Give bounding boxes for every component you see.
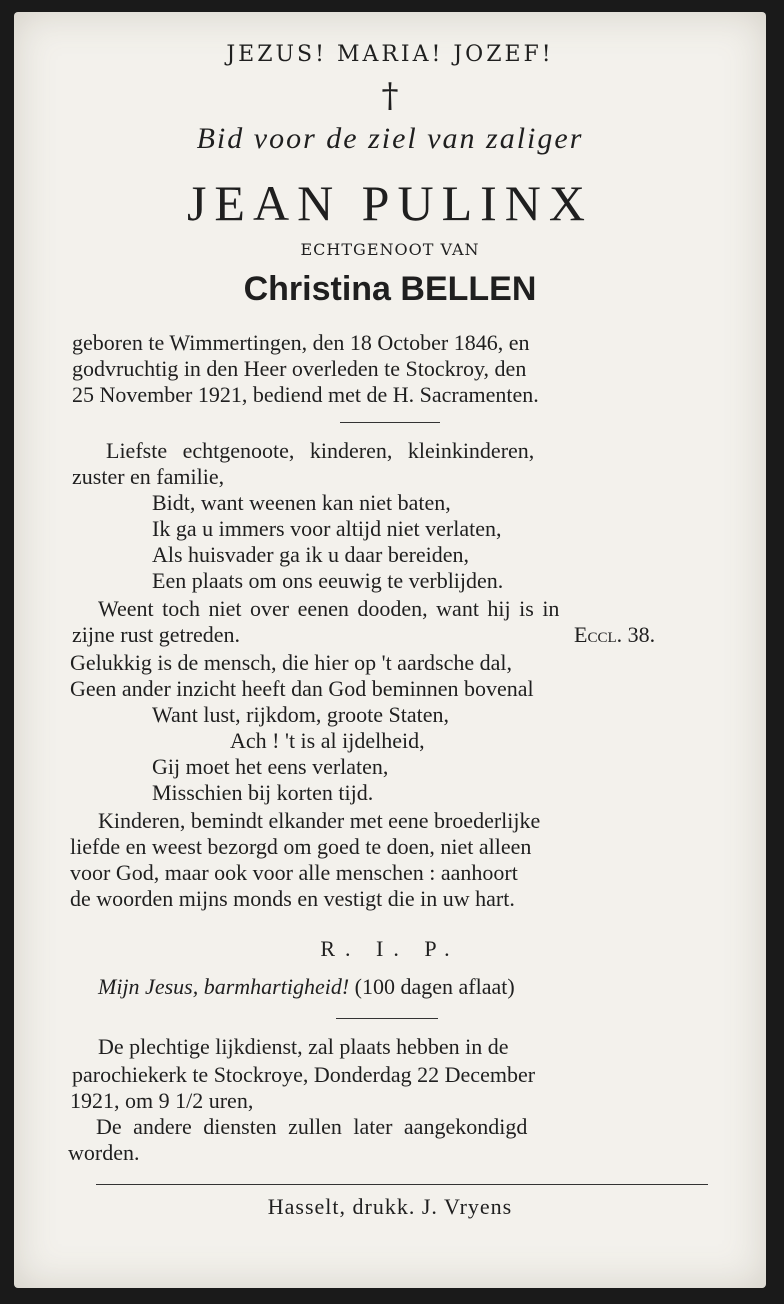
spouse-label: ECHTGENOOT VAN — [300, 240, 480, 259]
farewell-line: Want lust, rijkdom, groote Staten, — [152, 702, 450, 727]
birth-line: geboren te Wimmertingen, den 18 October 1846, en — [72, 330, 530, 355]
farewell-line: Bidt, want weenen kan niet baten, — [152, 490, 451, 515]
divider — [340, 422, 440, 423]
service-line: 1921, om 9 1/2 uren, — [70, 1088, 254, 1113]
farewell-line: zuster en familie, — [72, 464, 225, 489]
birth-line: 25 November 1921, bediend met de H. Sacramenten. — [72, 382, 539, 407]
farewell-line: Weent toch niet over eenen dooden, want hij is in — [98, 596, 560, 621]
farewell-line: Als huisvader ga ik u daar bereiden, — [152, 542, 470, 567]
service-line: De plechtige lijkdienst, zal plaats hebben in de — [98, 1034, 509, 1059]
farewell-line: Geen ander inzicht heeft dan God beminnen bovenal — [70, 676, 534, 701]
scripture-reference: Eccl. 38. — [574, 622, 656, 647]
ejaculatory-prayer — [98, 974, 515, 1000]
prayer-text: Mijn Jesus, barmhartigheid! — [98, 974, 350, 999]
service-line: De andere diensten zullen later aangekondigd — [96, 1114, 528, 1139]
divider — [336, 1018, 438, 1019]
service-line: worden. — [68, 1140, 140, 1165]
farewell-line: Kinderen, bemindt elkander met eene broederlijke — [98, 808, 541, 833]
farewell-line: liefde en weest bezorgd om goed te doen, niet alleen — [70, 834, 532, 859]
birth-line: godvruchtig in den Heer overleden te Stockroy, den — [72, 356, 527, 381]
farewell-line: Gelukkig is de mensch, die hier op 't aardsche dal, — [70, 650, 512, 675]
farewell-line: Misschien bij korten tijd. — [152, 780, 374, 805]
service-line: parochiekerk te Stockroye, Donderdag 22 December — [72, 1062, 536, 1087]
invocation-header: JEZUS! MARIA! JOZEF! — [226, 42, 554, 67]
farewell-line: Ach ! 't is al ijdelheid, — [230, 728, 425, 753]
printer-credit: Hasselt, drukk. J. Vryens — [267, 1194, 513, 1219]
farewell-line: Ik ga u immers voor altijd niet verlaten, — [152, 516, 502, 541]
farewell-line: Gij moet het eens verlaten, — [152, 754, 389, 779]
prayer-request: Bid voor de ziel van zaliger — [196, 122, 584, 155]
farewell-line: Een plaats om ons eeuwig te verblijden. — [152, 568, 504, 593]
footer-rule — [96, 1184, 708, 1185]
memorial-card — [14, 12, 766, 1288]
deceased-name: JEAN PULINX — [186, 175, 594, 231]
indulgence-text: (100 dagen aflaat) — [354, 974, 515, 999]
farewell-line: voor God, maar ook voor alle menschen : aanhoort — [70, 860, 518, 885]
farewell-line: Liefste echtgenoote, kinderen, kleinkinderen, — [106, 438, 535, 463]
rip-text: R. I. P. — [320, 936, 460, 961]
farewell-line: de woorden mijns monds en vestigt die in uw hart. — [70, 886, 515, 911]
spouse-name: Christina BELLEN — [243, 270, 537, 308]
farewell-line: zijne rust getreden. — [72, 622, 240, 647]
cross-icon: † — [381, 76, 399, 116]
